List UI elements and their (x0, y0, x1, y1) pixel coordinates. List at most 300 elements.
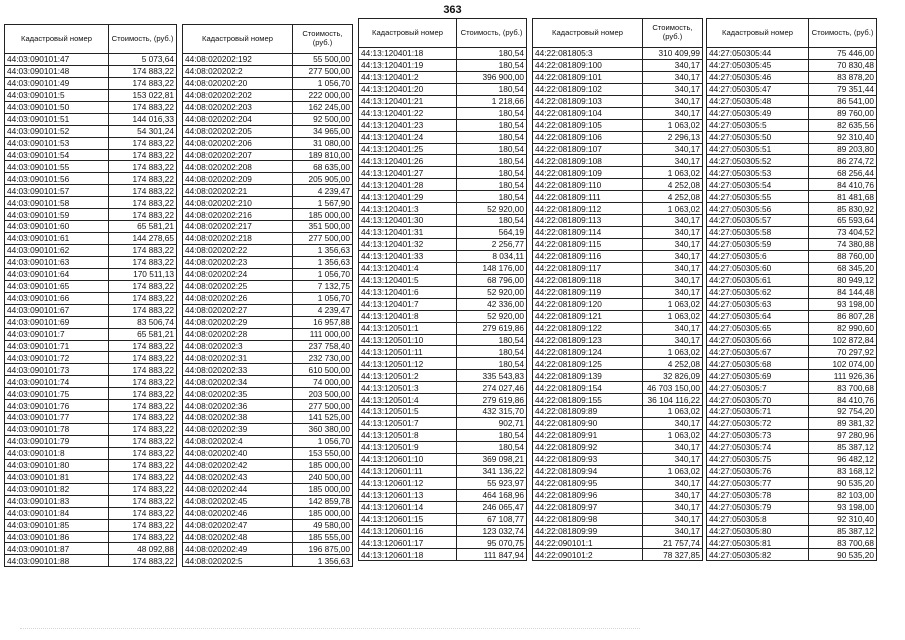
cost-cell: 46 703 150,00 (643, 382, 703, 394)
cadastral-number-cell: 44:08:020202:48 (183, 531, 293, 543)
cost-cell: 340,17 (643, 334, 703, 346)
header-cadastral-number: Кадастровый номер (183, 25, 293, 54)
cost-cell: 180,54 (457, 334, 527, 346)
cadastral-number-cell: 44:13:120501:7 (359, 418, 457, 430)
table-row (359, 394, 527, 406)
table-row (183, 292, 353, 304)
cost-cell: 174 883,22 (109, 400, 177, 412)
cost-cell: 1 063,02 (643, 167, 703, 179)
table-row (359, 406, 527, 418)
cadastral-number-cell: 44:13:120601:10 (359, 453, 457, 465)
cadastral-number-cell: 44:13:120401:8 (359, 310, 457, 322)
table-row (533, 358, 703, 370)
cost-cell: 174 883,22 (109, 519, 177, 531)
cadastral-number-cell: 44:27:050305:51 (707, 143, 809, 155)
table-row (359, 262, 527, 274)
table-row (533, 191, 703, 203)
cadastral-number-cell: 44:13:120401:21 (359, 95, 457, 107)
table-row (533, 453, 703, 465)
table-row (707, 477, 877, 489)
table-row (183, 507, 353, 519)
cadastral-number-cell: 44:08:020202:204 (183, 113, 293, 125)
table-row (533, 250, 703, 262)
cadastral-number-cell: 44:03:090101:57 (5, 185, 109, 197)
cost-cell: 21 757,74 (643, 537, 703, 549)
table-row (5, 352, 177, 364)
cadastral-number-cell: 44:03:090101:71 (5, 340, 109, 352)
table-row (707, 501, 877, 513)
cost-cell: 52 920,00 (457, 286, 527, 298)
cost-cell: 341 136,22 (457, 465, 527, 477)
cadastral-number-cell: 44:27:050305:58 (707, 227, 809, 239)
cadastral-number-cell: 44:22:081809:119 (533, 286, 643, 298)
cost-cell: 205 905,00 (293, 173, 353, 185)
cost-cell: 48 092,88 (109, 543, 177, 555)
cost-cell: 4 252,08 (643, 179, 703, 191)
cadastral-number-cell: 44:22:090101:1 (533, 537, 643, 549)
table-row (183, 459, 353, 471)
cadastral-number-cell: 44:27:050305:67 (707, 346, 809, 358)
cost-cell: 42 336,00 (457, 298, 527, 310)
cost-cell: 464 168,96 (457, 489, 527, 501)
table-row (533, 549, 703, 561)
cadastral-number-cell: 44:08:020202:3 (183, 340, 293, 352)
cadastral-number-cell: 44:03:090101:82 (5, 483, 109, 495)
cadastral-number-cell: 44:22:081809:118 (533, 274, 643, 286)
cost-cell: 84 144,48 (809, 286, 877, 298)
cost-cell: 396 900,00 (457, 71, 527, 83)
table-row (5, 221, 177, 233)
table-row (533, 525, 703, 537)
cadastral-number-cell: 44:27:050305:69 (707, 370, 809, 382)
table-row (359, 549, 527, 561)
cost-cell: 68 635,00 (293, 161, 353, 173)
cadastral-number-cell: 44:03:090101:5 (5, 89, 109, 101)
cadastral-number-cell: 44:27:050305:63 (707, 298, 809, 310)
table-row (707, 179, 877, 191)
cost-cell: 16 957,88 (293, 316, 353, 328)
cadastral-number-cell: 44:22:081805:3 (533, 48, 643, 60)
header-cost: Стоимость, (руб.) (109, 25, 177, 54)
cadastral-number-cell: 44:08:020202:46 (183, 507, 293, 519)
cadastral-number-cell: 44:27:050305:62 (707, 286, 809, 298)
cost-cell: 174 883,22 (109, 292, 177, 304)
table-row (359, 489, 527, 501)
cost-cell: 111 000,00 (293, 328, 353, 340)
cadastral-number-cell: 44:22:081809:109 (533, 167, 643, 179)
cadastral-number-cell: 44:08:020202:29 (183, 316, 293, 328)
cost-cell: 277 500,00 (293, 65, 353, 77)
table-row (707, 286, 877, 298)
cadastral-number-cell: 44:03:090101:62 (5, 245, 109, 257)
cadastral-number-cell: 44:03:090101:65 (5, 280, 109, 292)
table-row (5, 209, 177, 221)
cost-cell: 74 000,00 (293, 376, 353, 388)
cadastral-number-cell: 44:22:081809:115 (533, 239, 643, 251)
table-row (5, 54, 177, 66)
cadastral-number-cell: 44:27:050305:71 (707, 406, 809, 418)
cadastral-number-cell: 44:13:120401:26 (359, 155, 457, 167)
cadastral-number-cell: 44:22:081809:123 (533, 334, 643, 346)
table-row (5, 495, 177, 507)
table-row (5, 543, 177, 555)
header-cost: Стоимость, (руб.) (809, 19, 877, 48)
cost-cell: 185 555,00 (293, 531, 353, 543)
cadastral-number-cell: 44:22:081809:125 (533, 358, 643, 370)
cadastral-table-4 (532, 18, 703, 561)
table-row (359, 59, 527, 71)
cost-cell: 180,54 (457, 59, 527, 71)
cost-cell: 174 883,22 (109, 77, 177, 89)
cadastral-number-cell: 44:27:050305:66 (707, 334, 809, 346)
cost-cell: 240 500,00 (293, 471, 353, 483)
cost-cell: 1 063,02 (643, 298, 703, 310)
table-row (183, 125, 353, 137)
cost-cell: 180,54 (457, 346, 527, 358)
cadastral-number-cell: 44:08:020202:21 (183, 185, 293, 197)
cadastral-number-cell: 44:03:090101:76 (5, 400, 109, 412)
cadastral-number-cell: 44:22:081809:154 (533, 382, 643, 394)
cost-cell: 54 301,24 (109, 125, 177, 137)
cost-cell: 170 511,13 (109, 268, 177, 280)
cadastral-number-cell: 44:27:050305:70 (707, 394, 809, 406)
cadastral-number-cell: 44:22:081809:111 (533, 191, 643, 203)
cadastral-number-cell: 44:08:020202:20 (183, 77, 293, 89)
cost-cell: 83 700,68 (809, 382, 877, 394)
cadastral-number-cell: 44:27:050305:59 (707, 239, 809, 251)
table-row (707, 48, 877, 60)
cost-cell: 148 176,00 (457, 262, 527, 274)
table-row (533, 131, 703, 143)
cost-cell: 174 883,22 (109, 364, 177, 376)
cadastral-number-cell: 44:03:090101:50 (5, 101, 109, 113)
cost-cell: 96 482,12 (809, 453, 877, 465)
cost-cell: 90 535,20 (809, 549, 877, 561)
cost-cell: 174 883,22 (109, 471, 177, 483)
cadastral-number-cell: 44:03:090101:81 (5, 471, 109, 483)
cadastral-number-cell: 44:03:090101:54 (5, 149, 109, 161)
cadastral-number-cell: 44:03:090101:74 (5, 376, 109, 388)
table-row (359, 525, 527, 537)
cadastral-number-cell: 44:27:050305:65 (707, 322, 809, 334)
table-row (5, 292, 177, 304)
cost-cell: 180,54 (457, 48, 527, 60)
table-row (533, 286, 703, 298)
table-row (183, 101, 353, 113)
cost-cell: 174 883,22 (109, 412, 177, 424)
table-row (183, 65, 353, 77)
cadastral-number-cell: 44:13:120401:25 (359, 143, 457, 155)
cost-cell: 102 872,84 (809, 334, 877, 346)
cost-cell: 174 883,22 (109, 65, 177, 77)
table-row (5, 483, 177, 495)
cost-cell: 340,17 (643, 441, 703, 453)
cadastral-number-cell: 44:13:120501:2 (359, 370, 457, 382)
cadastral-number-cell: 44:22:081809:114 (533, 227, 643, 239)
table-row (183, 185, 353, 197)
cost-cell: 86 541,00 (809, 95, 877, 107)
cost-cell: 1 056,70 (293, 77, 353, 89)
cadastral-number-cell: 44:22:081809:102 (533, 83, 643, 95)
cost-cell: 340,17 (643, 239, 703, 251)
cost-cell: 81 481,68 (809, 191, 877, 203)
cadastral-number-cell: 44:27:050305:73 (707, 430, 809, 442)
table-row (5, 424, 177, 436)
cost-cell: 92 310,40 (809, 513, 877, 525)
table-row (359, 71, 527, 83)
cadastral-number-cell: 44:27:050305:55 (707, 191, 809, 203)
cost-cell: 111 847,94 (457, 549, 527, 561)
cadastral-number-cell: 44:08:020202:40 (183, 447, 293, 459)
table-row (5, 316, 177, 328)
table-row (183, 77, 353, 89)
table-row (5, 328, 177, 340)
cadastral-number-cell: 44:08:020202:210 (183, 197, 293, 209)
cadastral-number-cell: 44:08:020202:35 (183, 388, 293, 400)
table-row (183, 555, 353, 567)
cadastral-number-cell: 44:13:120601:14 (359, 501, 457, 513)
cost-cell: 180,54 (457, 358, 527, 370)
cost-cell: 203 500,00 (293, 388, 353, 400)
cadastral-number-cell: 44:27:050305:48 (707, 95, 809, 107)
table-row (707, 262, 877, 274)
cadastral-number-cell: 44:03:090101:61 (5, 233, 109, 245)
table-header-row (707, 19, 877, 48)
table-row (5, 519, 177, 531)
cost-cell: 55 923,97 (457, 477, 527, 489)
table-row (5, 256, 177, 268)
table-row (183, 137, 353, 149)
cadastral-number-cell: 44:08:020202:2 (183, 65, 293, 77)
cost-cell: 237 758,40 (293, 340, 353, 352)
cost-cell: 174 883,22 (109, 173, 177, 185)
table-row (183, 113, 353, 125)
table-row (707, 394, 877, 406)
table-row (183, 388, 353, 400)
cost-cell: 174 883,22 (109, 137, 177, 149)
cost-cell: 75 446,00 (809, 48, 877, 60)
table-row (707, 441, 877, 453)
table-row (707, 298, 877, 310)
cost-cell: 340,17 (643, 215, 703, 227)
table-row (533, 227, 703, 239)
cadastral-number-cell: 44:13:120401:29 (359, 191, 457, 203)
table-row (5, 471, 177, 483)
cadastral-number-cell: 44:03:090101:8 (5, 447, 109, 459)
cadastral-number-cell: 44:22:081809:105 (533, 119, 643, 131)
header-cadastral-number: Кадастровый номер (707, 19, 809, 48)
cadastral-number-cell: 44:27:050305:80 (707, 525, 809, 537)
cadastral-number-cell: 44:08:020202:45 (183, 495, 293, 507)
cost-cell: 92 754,20 (809, 406, 877, 418)
cost-cell: 2 256,77 (457, 239, 527, 251)
cadastral-number-cell: 44:03:090101:72 (5, 352, 109, 364)
cost-cell: 310 409,99 (643, 48, 703, 60)
table-row (183, 519, 353, 531)
cadastral-number-cell: 44:03:090101:51 (5, 113, 109, 125)
cost-cell: 4 252,08 (643, 191, 703, 203)
table-row (359, 131, 527, 143)
cadastral-number-cell: 44:08:020202:23 (183, 256, 293, 268)
cost-cell: 174 883,22 (109, 447, 177, 459)
table-row (183, 352, 353, 364)
cadastral-number-cell: 44:03:090101:83 (5, 495, 109, 507)
cadastral-number-cell: 44:08:020202:217 (183, 221, 293, 233)
cadastral-number-cell: 44:22:081809:110 (533, 179, 643, 191)
table-row (533, 155, 703, 167)
cadastral-number-cell: 44:03:090101:77 (5, 412, 109, 424)
cost-cell: 279 619,86 (457, 322, 527, 334)
cadastral-number-cell: 44:22:081809:107 (533, 143, 643, 155)
table-row (359, 298, 527, 310)
cadastral-number-cell: 44:03:090101:87 (5, 543, 109, 555)
cadastral-number-cell: 44:22:081809:93 (533, 453, 643, 465)
cost-cell: 340,17 (643, 107, 703, 119)
table-row (533, 334, 703, 346)
cadastral-number-cell: 44:22:081809:91 (533, 430, 643, 442)
cadastral-number-cell: 44:13:120401:19 (359, 59, 457, 71)
table-row (707, 131, 877, 143)
cost-cell: 79 351,44 (809, 83, 877, 95)
cadastral-number-cell: 44:27:050305:57 (707, 215, 809, 227)
cost-cell: 335 543,83 (457, 370, 527, 382)
table-row (533, 465, 703, 477)
cost-cell: 340,17 (643, 71, 703, 83)
table-row (5, 137, 177, 149)
cadastral-number-cell: 44:27:050305:8 (707, 513, 809, 525)
table-row (533, 418, 703, 430)
table-row (359, 83, 527, 95)
table-row (359, 203, 527, 215)
cost-cell: 340,17 (643, 286, 703, 298)
table-row (5, 304, 177, 316)
cadastral-number-cell: 44:08:020202:26 (183, 292, 293, 304)
cost-cell: 93 198,00 (809, 501, 877, 513)
cadastral-table-5 (706, 18, 877, 561)
cost-cell: 174 883,22 (109, 436, 177, 448)
table-row (359, 155, 527, 167)
cost-cell: 902,71 (457, 418, 527, 430)
cadastral-number-cell: 44:27:050305:5 (707, 119, 809, 131)
cadastral-number-cell: 44:27:050305:50 (707, 131, 809, 143)
cadastral-number-cell: 44:08:020202:207 (183, 149, 293, 161)
cost-cell: 360 380,00 (293, 424, 353, 436)
cost-cell: 92 310,40 (809, 131, 877, 143)
cost-cell: 92 500,00 (293, 113, 353, 125)
cost-cell: 180,54 (457, 119, 527, 131)
cadastral-number-cell: 44:13:120401:7 (359, 298, 457, 310)
table-row (533, 95, 703, 107)
cost-cell: 340,17 (643, 83, 703, 95)
cost-cell: 185 000,00 (293, 209, 353, 221)
table-row (707, 107, 877, 119)
cost-cell: 340,17 (643, 59, 703, 71)
cadastral-number-cell: 44:08:020202:192 (183, 54, 293, 66)
table-row (5, 89, 177, 101)
cost-cell: 82 103,00 (809, 489, 877, 501)
cadastral-number-cell: 44:13:120401:2 (359, 71, 457, 83)
table-row (5, 412, 177, 424)
cadastral-number-cell: 44:08:020202:49 (183, 543, 293, 555)
cost-cell: 83 700,68 (809, 537, 877, 549)
table-row (707, 549, 877, 561)
table-row (5, 161, 177, 173)
table-row (533, 537, 703, 549)
cost-cell: 65 593,64 (809, 215, 877, 227)
cadastral-number-cell: 44:22:081809:95 (533, 477, 643, 489)
table-row (359, 227, 527, 239)
cost-cell: 1 063,02 (643, 346, 703, 358)
table-row (183, 376, 353, 388)
cost-cell: 90 535,20 (809, 477, 877, 489)
cadastral-number-cell: 44:08:020202:209 (183, 173, 293, 185)
table-row (183, 531, 353, 543)
table-row (183, 173, 353, 185)
cost-cell: 180,54 (457, 191, 527, 203)
cost-cell: 36 104 116,22 (643, 394, 703, 406)
cadastral-number-cell: 44:03:090101:52 (5, 125, 109, 137)
table-row (183, 471, 353, 483)
table-row (5, 268, 177, 280)
cadastral-number-cell: 44:03:090101:47 (5, 54, 109, 66)
table-row (183, 233, 353, 245)
table-row (359, 250, 527, 262)
table-row (359, 179, 527, 191)
cost-cell: 1 063,02 (643, 430, 703, 442)
cadastral-number-cell: 44:13:120501:9 (359, 441, 457, 453)
table-row (359, 322, 527, 334)
cadastral-number-cell: 44:13:120501:10 (359, 334, 457, 346)
cadastral-number-cell: 44:13:120601:15 (359, 513, 457, 525)
cadastral-number-cell: 44:08:020202:202 (183, 89, 293, 101)
table-row (707, 95, 877, 107)
cost-cell: 1 218,66 (457, 95, 527, 107)
cadastral-number-cell: 44:27:050305:47 (707, 83, 809, 95)
cost-cell: 180,54 (457, 143, 527, 155)
cadastral-number-cell: 44:22:081809:108 (533, 155, 643, 167)
cost-cell: 4 239,47 (293, 185, 353, 197)
cadastral-number-cell: 44:13:120601:11 (359, 465, 457, 477)
table-row (359, 537, 527, 549)
table-row (359, 95, 527, 107)
cadastral-number-cell: 44:08:020202:33 (183, 364, 293, 376)
cost-cell: 180,54 (457, 179, 527, 191)
cadastral-number-cell: 44:03:090101:7 (5, 328, 109, 340)
table-row (707, 370, 877, 382)
table-row (533, 346, 703, 358)
table-row (707, 418, 877, 430)
cadastral-number-cell: 44:03:090101:49 (5, 77, 109, 89)
cadastral-number-cell: 44:27:050305:64 (707, 310, 809, 322)
cost-cell: 174 883,22 (109, 280, 177, 292)
table-row (5, 459, 177, 471)
table-row (707, 191, 877, 203)
cost-cell: 5 073,64 (109, 54, 177, 66)
cadastral-number-cell: 44:08:020202:5 (183, 555, 293, 567)
cadastral-number-cell: 44:13:120601:17 (359, 537, 457, 549)
table-row (5, 185, 177, 197)
table-row (533, 322, 703, 334)
table-row (707, 334, 877, 346)
cadastral-number-cell: 44:27:050305:7 (707, 382, 809, 394)
cost-cell: 4 252,08 (643, 358, 703, 370)
cadastral-number-cell: 44:13:120601:16 (359, 525, 457, 537)
table-row (183, 221, 353, 233)
table-row (707, 430, 877, 442)
cadastral-number-cell: 44:27:050305:6 (707, 250, 809, 262)
cadastral-number-cell: 44:27:050305:60 (707, 262, 809, 274)
cadastral-number-cell: 44:13:120401:4 (359, 262, 457, 274)
